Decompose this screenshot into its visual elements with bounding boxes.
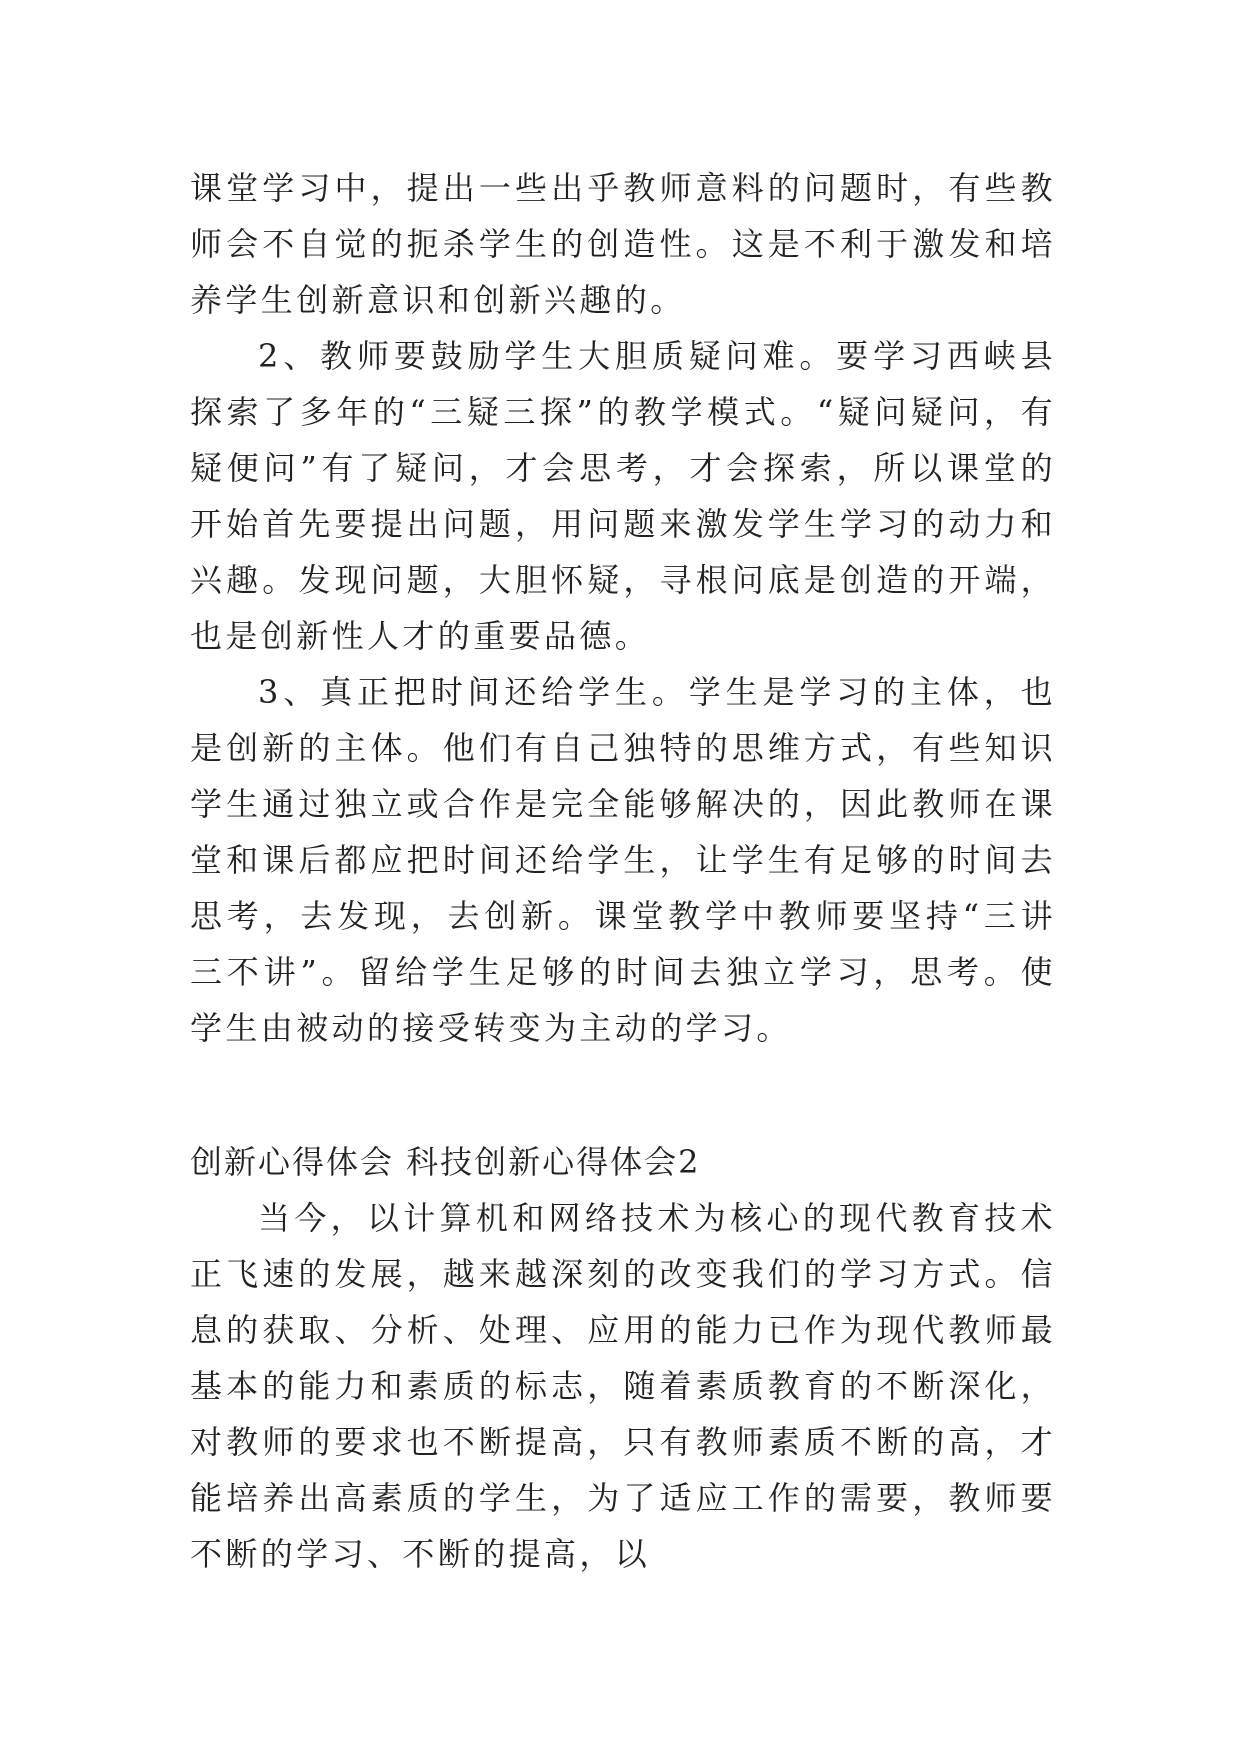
document-body — [190, 160, 1056, 1582]
paragraph-continuation: 课堂学习中，提出一些出乎教师意料的问题时，有些教师会不自觉的扼杀学生的创造性。这是不利于激发和培养学生创新意识和创新兴趣的。 — [190, 169, 1056, 319]
paragraph-item-3: 3、真正把时间还给学生。学生是学习的主体，也是创新的主体。他们有自己独特的思维方式，有些知识学生通过独立或合作是完全能够解决的，因此教师在课堂和课后都应把时间还给学生，让学生有足够的时间去思考，去发现，去创新。课堂教学中教师要坚持“三讲三不讲”。留给学生足够的时间去独立学习，思考。使学生由被动的接受转变为主动的学习。 — [190, 673, 1056, 1047]
section-heading: 创新心得体会 科技创新心得体会2 — [190, 1143, 701, 1181]
paragraph-section-intro: 当今，以计算机和网络技术为核心的现代教育技术正飞速的发展，越来越深刻的改变我们的学习方式。信息的获取、分析、处理、应用的能力已作为现代教师最基本的能力和素质的标志，随着素质教育的不断深化，对教师的要求也不断提高，只有教师素质不断的高，才能培养出高素质的学生，为了适应工作的需要，教师要不断的学习、不断的提高，以 — [190, 1199, 1056, 1573]
paragraph-item-2: 2、教师要鼓励学生大胆质疑问难。要学习西峡县探索了多年的“三疑三探”的教学模式。“疑问疑问，有疑便问”有了疑问，才会思考，才会探索，所以课堂的开始首先要提出问题，用问题来激发学生学习的动力和兴趣。发现问题，大胆怀疑，寻根问底是创造的开端，也是创新性人才的重要品德。 — [190, 337, 1056, 655]
